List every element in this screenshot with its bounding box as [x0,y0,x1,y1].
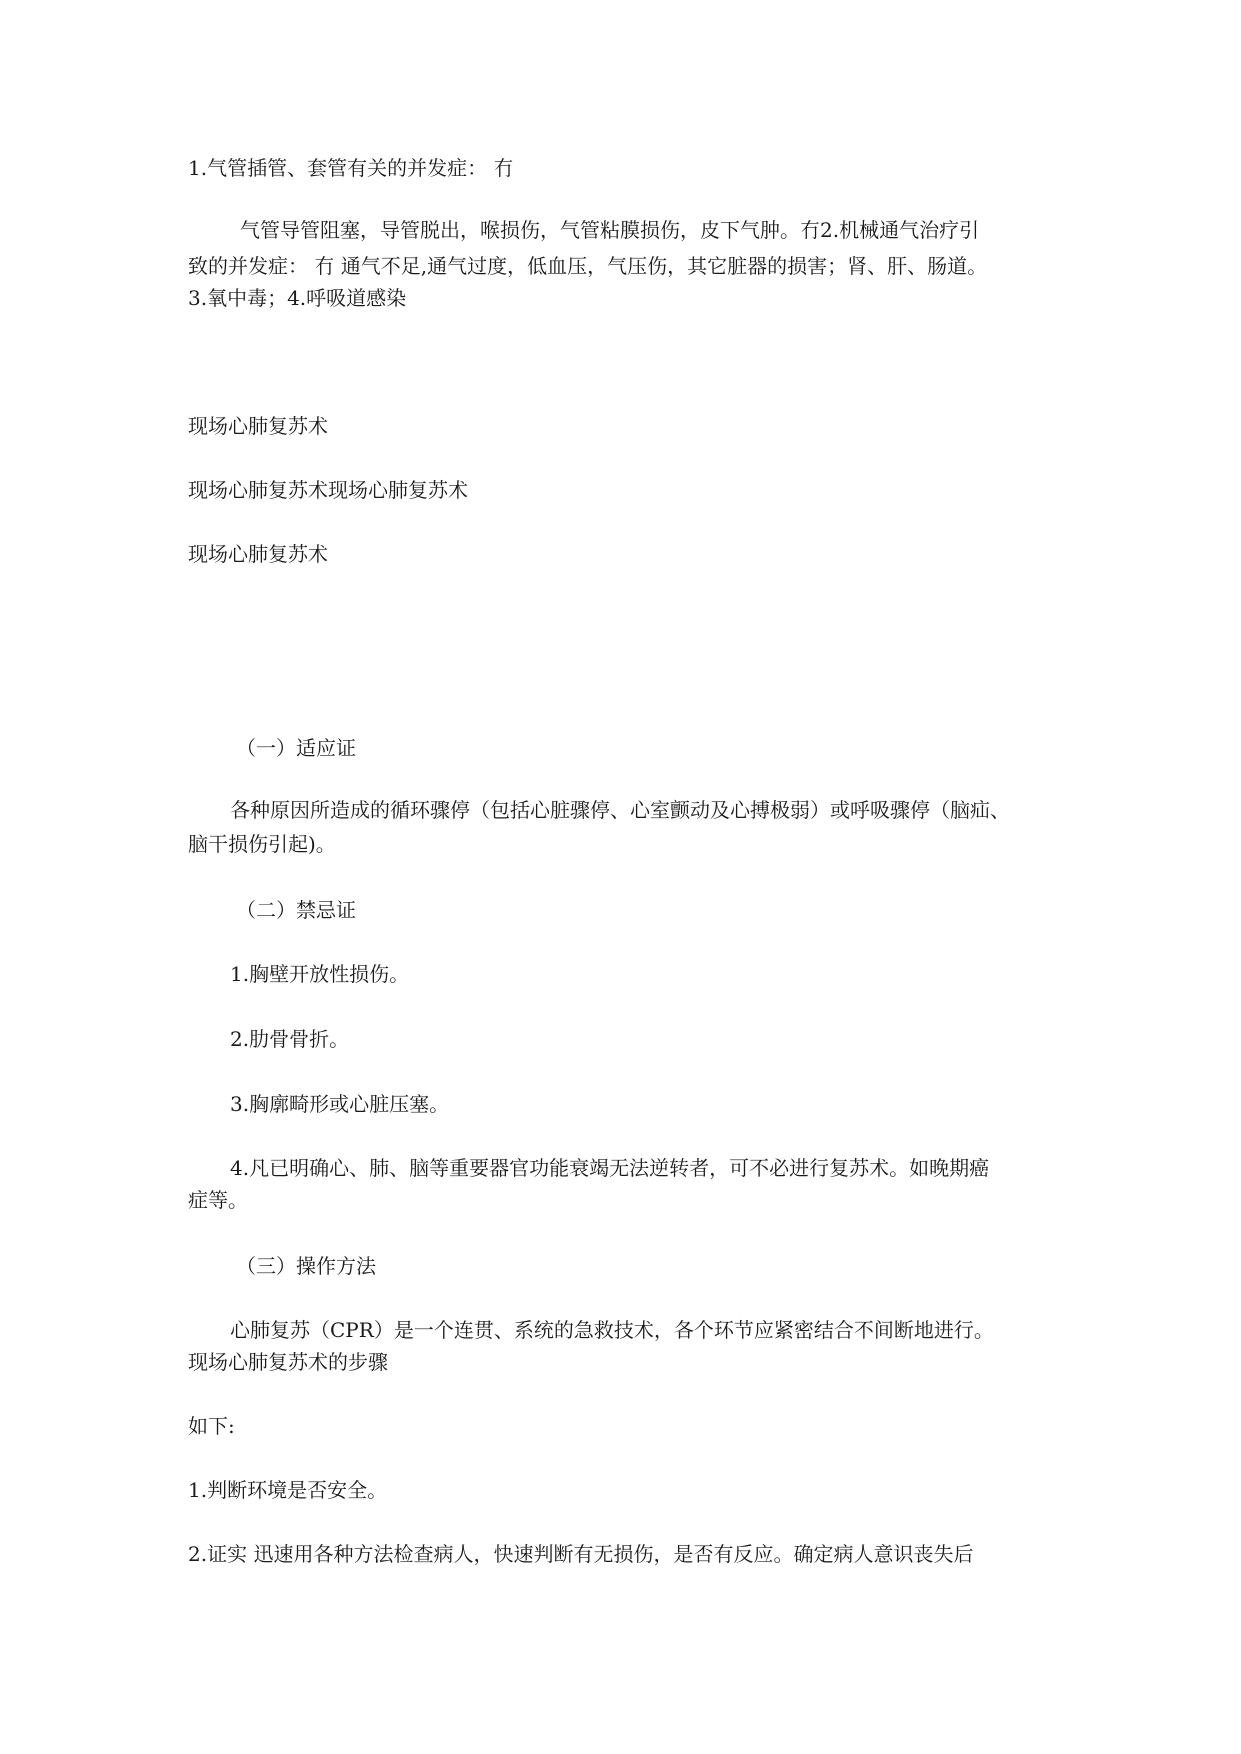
indications-text-line-1: 各种原因所造成的循环骤停（包括心脏骤停、心室颤动及心搏极弱）或呼吸骤停（脑疝、 [230,798,1010,822]
indications-heading: （一）适应证 [236,736,356,760]
complications-heading: 1.气管插管、套管有关的并发症： 冇 [188,156,514,180]
complications-text-line-1: 气管导管阻塞，导管脱出，喉损伤，气管粘膜损伤，皮下气肿。冇2.机械通气治疗引 [240,218,980,242]
method-heading: （三）操作方法 [236,1254,376,1278]
contraindication-item-4-line-2: 症等。 [188,1188,248,1212]
method-text-line-1: 心肺复苏（CPR）是一个连贯、系统的急救技术，各个环节应紧密结合不间断地进行。 [230,1318,994,1342]
method-text-line-2: 现场心肺复苏术的步骤 [188,1350,388,1374]
method-text-line-3: 如下: [188,1414,235,1438]
indications-text-line-2: 脑干损伤引起)。 [188,832,336,856]
complications-text-line-3: 3.氧中毒；4.呼吸道感染 [188,286,407,310]
contraindication-item-1: 1.胸壁开放性损伤。 [230,962,410,986]
contraindication-item-2: 2.肋骨骨折。 [230,1027,350,1051]
title-cpr-2: 现场心肺复苏术现场心肺复苏术 [188,478,468,502]
title-cpr-3: 现场心肺复苏术 [188,542,328,566]
method-step-1: 1.判断环境是否安全。 [188,1478,388,1502]
title-cpr-1: 现场心肺复苏术 [188,414,328,438]
contraindications-heading: （二）禁忌证 [236,898,356,922]
contraindication-item-4-line-1: 4.凡已明确心、肺、脑等重要器官功能衰竭无法逆转者，可不必进行复苏术。如晚期癌 [230,1156,990,1180]
method-step-2: 2.证实 迅速用各种方法检查病人，快速判断有无损伤，是否有反应。确定病人意识丧失后 [188,1542,974,1566]
contraindication-item-3: 3.胸廓畸形或心脏压塞。 [230,1092,450,1116]
complications-text-line-2: 致的并发症： 冇 通气不足,通气过度，低血压，气压伤，其它脏器的损害；肾、肝、肠道。 [188,254,988,278]
